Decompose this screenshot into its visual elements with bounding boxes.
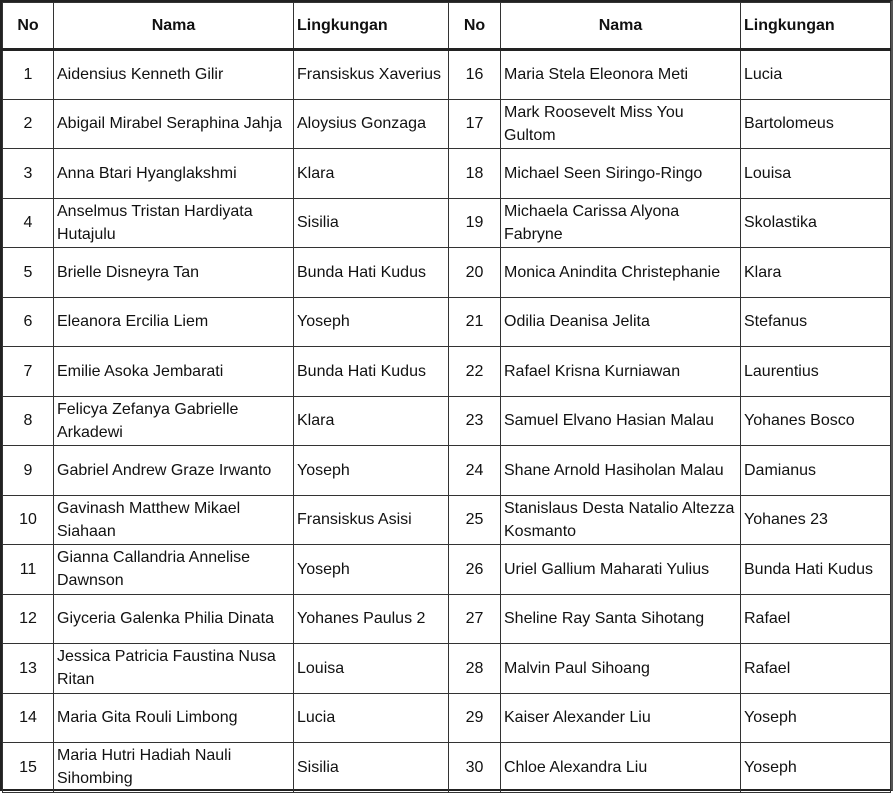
cell-nama-left: Gabriel Andrew Graze Irwanto [54,446,294,496]
cell-lingkungan-left: Louisa [294,644,449,694]
cell-no-right: 28 [449,644,501,694]
cell-no-left: 4 [3,198,54,248]
cell-no-left: 2 [3,99,54,149]
cell-no-left: 12 [3,594,54,644]
cell-nama-right: Sheline Ray Santa Sihotang [501,594,741,644]
table-body [3,50,891,793]
cell-no-right: 18 [449,149,501,199]
cell-nama-right: Odilia Deanisa Jelita [501,297,741,347]
cell-no-right: 16 [449,50,501,100]
cell-nama-right: Chloe Alexandra Liu [501,743,741,793]
cell-no-right: 20 [449,248,501,298]
table-row [3,149,891,199]
cell-lingkungan-left: Klara [294,149,449,199]
cell-nama-right: Shane Arnold Hasiholan Malau [501,446,741,496]
cell-nama-right: Maria Stela Eleonora Meti [501,50,741,100]
table-row [3,248,891,298]
cell-lingkungan-left: Klara [294,396,449,446]
cell-lingkungan-left: Lucia [294,693,449,743]
cell-no-left: 10 [3,495,54,545]
cell-lingkungan-right: Bunda Hati Kudus [741,545,891,595]
cell-lingkungan-left: Yoseph [294,446,449,496]
table-row [3,396,891,446]
header-lingkungan-right: Lingkungan [741,3,891,50]
cell-no-left: 13 [3,644,54,694]
header-row [3,3,891,50]
table-row [3,446,891,496]
cell-lingkungan-right: Klara [741,248,891,298]
cell-nama-right: Malvin Paul Sihoang [501,644,741,694]
cell-no-left: 1 [3,50,54,100]
header-no-left: No [3,3,54,50]
cell-nama-right: Rafael Krisna Kurniawan [501,347,741,397]
table-row [3,297,891,347]
cell-no-right: 24 [449,446,501,496]
header-nama-left: Nama [54,3,294,50]
cell-lingkungan-right: Yoseph [741,693,891,743]
cell-lingkungan-right: Laurentius [741,347,891,397]
cell-no-left: 8 [3,396,54,446]
cell-nama-left: Eleanora Ercilia Liem [54,297,294,347]
cell-nama-right: Kaiser Alexander Liu [501,693,741,743]
cell-nama-left: Giyceria Galenka Philia Dinata [54,594,294,644]
cell-nama-left: Aidensius Kenneth Gilir [54,50,294,100]
cell-nama-left: Felicya Zefanya Gabrielle Arkadewi [54,396,294,446]
cell-no-right: 21 [449,297,501,347]
cell-no-right: 27 [449,594,501,644]
cell-nama-left: Jessica Patricia Faustina Nusa Ritan [54,644,294,694]
table-row [3,594,891,644]
cell-lingkungan-left: Fransiskus Xaverius [294,50,449,100]
cell-nama-left: Gianna Callandria Annelise Dawnson [54,545,294,595]
cell-no-left: 9 [3,446,54,496]
cell-no-left: 3 [3,149,54,199]
cell-lingkungan-left: Yoseph [294,545,449,595]
table-row [3,347,891,397]
header-lingkungan-left: Lingkungan [294,3,449,50]
cell-no-right: 22 [449,347,501,397]
cell-lingkungan-left: Aloysius Gonzaga [294,99,449,149]
cell-nama-left: Brielle Disneyra Tan [54,248,294,298]
table-row [3,99,891,149]
cell-nama-right: Monica Anindita Christephanie [501,248,741,298]
table-row [3,743,891,793]
cell-nama-right: Michaela Carissa Alyona Fabryne [501,198,741,248]
cell-lingkungan-right: Louisa [741,149,891,199]
table-row [3,693,891,743]
cell-lingkungan-right: Damianus [741,446,891,496]
cell-nama-left: Anna Btari Hyanglakshmi [54,149,294,199]
cell-lingkungan-right: Yohanes 23 [741,495,891,545]
header-no-right: No [449,3,501,50]
cell-nama-right: Uriel Gallium Maharati Yulius [501,545,741,595]
cell-lingkungan-right: Lucia [741,50,891,100]
cell-lingkungan-left: Sisilia [294,198,449,248]
cell-lingkungan-left: Sisilia [294,743,449,793]
cell-lingkungan-left: Bunda Hati Kudus [294,248,449,298]
table-row [3,50,891,100]
cell-lingkungan-right: Bartolomeus [741,99,891,149]
cell-lingkungan-right: Yoseph [741,743,891,793]
cell-nama-left: Anselmus Tristan Hardiyata Hutajulu [54,198,294,248]
table-row [3,545,891,595]
cell-nama-right: Mark Roosevelt Miss You Gultom [501,99,741,149]
cell-nama-left: Abigail Mirabel Seraphina Jahja [54,99,294,149]
cell-no-left: 14 [3,693,54,743]
cell-lingkungan-left: Fransiskus Asisi [294,495,449,545]
cell-no-right: 25 [449,495,501,545]
cell-no-right: 17 [449,99,501,149]
cell-lingkungan-left: Yoseph [294,297,449,347]
cell-nama-right: Stanislaus Desta Natalio Altezza Kosmanto [501,495,741,545]
cell-lingkungan-left: Yohanes Paulus 2 [294,594,449,644]
cell-no-left: 15 [3,743,54,793]
cell-no-left: 5 [3,248,54,298]
cell-nama-left: Maria Hutri Hadiah Nauli Sihombing [54,743,294,793]
cell-lingkungan-right: Yohanes Bosco [741,396,891,446]
cell-no-right: 29 [449,693,501,743]
table-row [3,644,891,694]
table-row [3,198,891,248]
cell-no-right: 19 [449,198,501,248]
header-nama-right: Nama [501,3,741,50]
table-row [3,495,891,545]
cell-no-left: 7 [3,347,54,397]
cell-lingkungan-right: Stefanus [741,297,891,347]
cell-nama-right: Samuel Elvano Hasian Malau [501,396,741,446]
cell-nama-left: Emilie Asoka Jembarati [54,347,294,397]
cell-no-right: 23 [449,396,501,446]
cell-nama-right: Michael Seen Siringo-Ringo [501,149,741,199]
cell-no-right: 26 [449,545,501,595]
cell-no-left: 11 [3,545,54,595]
cell-nama-left: Gavinash Matthew Mikael Siahaan [54,495,294,545]
name-list-table [2,2,891,793]
cell-lingkungan-right: Skolastika [741,198,891,248]
cell-no-right: 30 [449,743,501,793]
cell-lingkungan-left: Bunda Hati Kudus [294,347,449,397]
cell-lingkungan-right: Rafael [741,594,891,644]
cell-lingkungan-right: Rafael [741,644,891,694]
cell-no-left: 6 [3,297,54,347]
cell-nama-left: Maria Gita Rouli Limbong [54,693,294,743]
